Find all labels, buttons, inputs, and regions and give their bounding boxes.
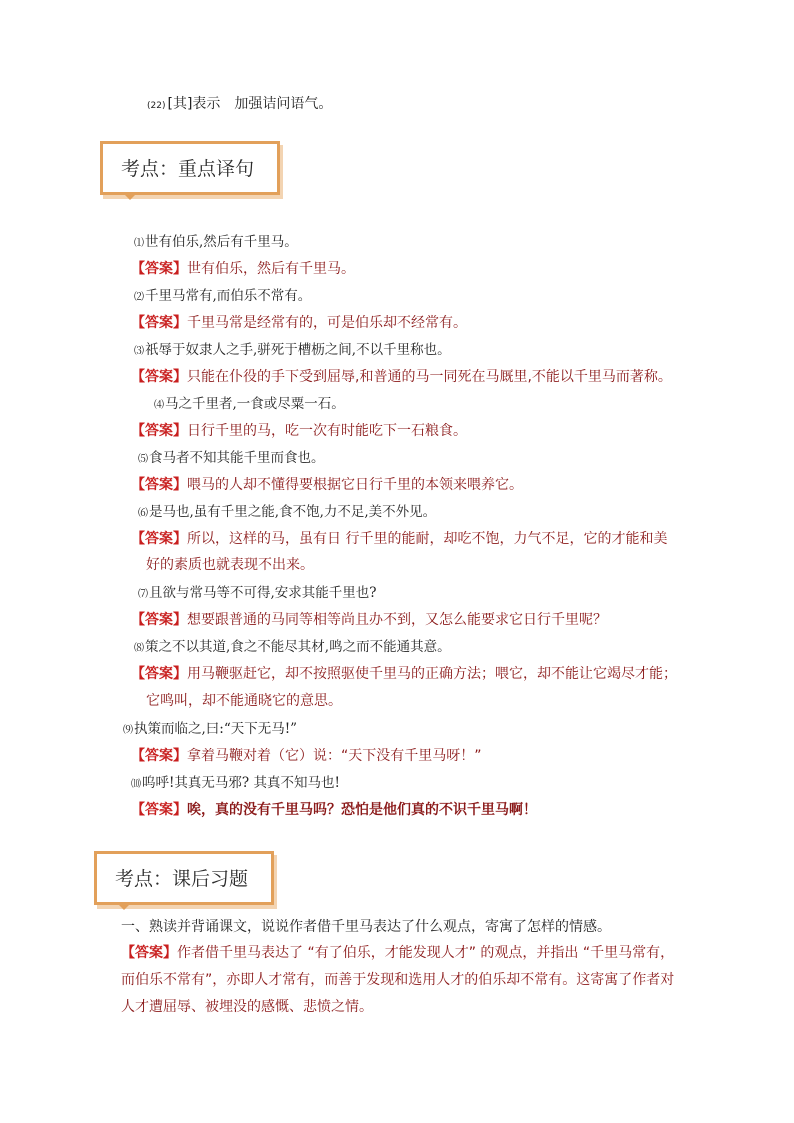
answer-3: 【答案】只能在仆役的手下受到屈辱,和普通的马一同死在马厩里,不能以千里马而著称。 <box>131 369 672 385</box>
section-title: 考点：课后习题 <box>115 868 249 890</box>
answer-8-continued: 它鸣叫，却不能通晓它的意思。 <box>146 693 342 709</box>
answer-7: 【答案】想要跟普通的马同等相等尚且办不到，又怎么能要求它日行千里呢？ <box>131 612 607 628</box>
question-6: ⑹是马也,虽有千里之能,食不饱,力不足,美不外见。 <box>138 504 437 520</box>
question-5: ⑸食马者不知其能千里而食也。 <box>138 450 325 466</box>
answer-8: 【答案】用马鞭驱赶它，却不按照驱使千里马的正确方法；喂它，却不能让它竭尽才能； <box>131 666 677 682</box>
exercise-question: 一、熟读并背诵课文，说说作者借千里马表达了什么观点，寄寓了怎样的情感。 <box>121 919 611 935</box>
question-3: ⑶祇辱于奴隶人之手,骈死于槽枥之间,不以千里称也。 <box>134 342 451 358</box>
note-text: [其]表示 加强诘问语气。 <box>167 96 333 112</box>
question-1: ⑴世有伯乐,然后有千里马。 <box>134 234 298 250</box>
answer-10: 【答案】唉，真的没有千里马吗？恐怕是他们真的不识千里马啊！ <box>131 802 537 818</box>
section-header-key-sentences <box>100 141 280 195</box>
question-7: ⑺且欲与常马等不可得,安求其能千里也? <box>138 585 377 601</box>
question-10: ⑽呜呼!其真无马邪? 其真不知马也! <box>131 775 340 791</box>
section-pointer <box>122 192 138 200</box>
note-number: (22) <box>147 101 166 111</box>
section-pointer <box>116 902 132 910</box>
question-9: ⑼执策而临之,曰:“天下无马!” <box>123 721 298 737</box>
section-header-exercises <box>94 851 274 905</box>
note-22 <box>147 95 332 115</box>
question-4: ⑷马之千里者,一食或尽粟一石。 <box>154 396 345 412</box>
answer-2: 【答案】千里马常是经常有的，可是伯乐却不经常有。 <box>131 315 467 331</box>
answer-6-continued: 好的素质也就表现不出来。 <box>146 557 314 573</box>
section-title: 考点：重点译句 <box>121 158 255 180</box>
question-2: ⑵千里马常有,而伯乐不常有。 <box>134 288 312 304</box>
exercise-answer: 【答案】作者借千里马表达了 “有了伯乐，才能发现人才” 的观点，并指出 “千里马常有， 而伯乐不常有”，亦即人才常有，而善于发现和选用人才的伯乐却不常有。这寄寓了作者对 人才遭屈辱、被埋没的感慨、悲愤之情。 <box>121 945 675 1015</box>
question-8: ⑻策之不以其道,食之不能尽其材,鸣之而不能通其意。 <box>134 639 451 655</box>
answer-6: 【答案】所以，这样的马，虽有日 行千里的能耐，却吃不饱，力气不足，它的才能和美 <box>131 531 668 547</box>
answer-5: 【答案】喂马的人却不懂得要根据它日行千里的本领来喂养它。 <box>131 477 523 493</box>
answer-4: 【答案】日行千里的马，吃一次有时能吃下一石粮食。 <box>131 423 467 439</box>
answer-9: 【答案】拿着马鞭对着（它）说：“天下没有千里马呀！” <box>131 748 482 764</box>
answer-1: 【答案】世有伯乐，然后有千里马。 <box>131 261 355 277</box>
